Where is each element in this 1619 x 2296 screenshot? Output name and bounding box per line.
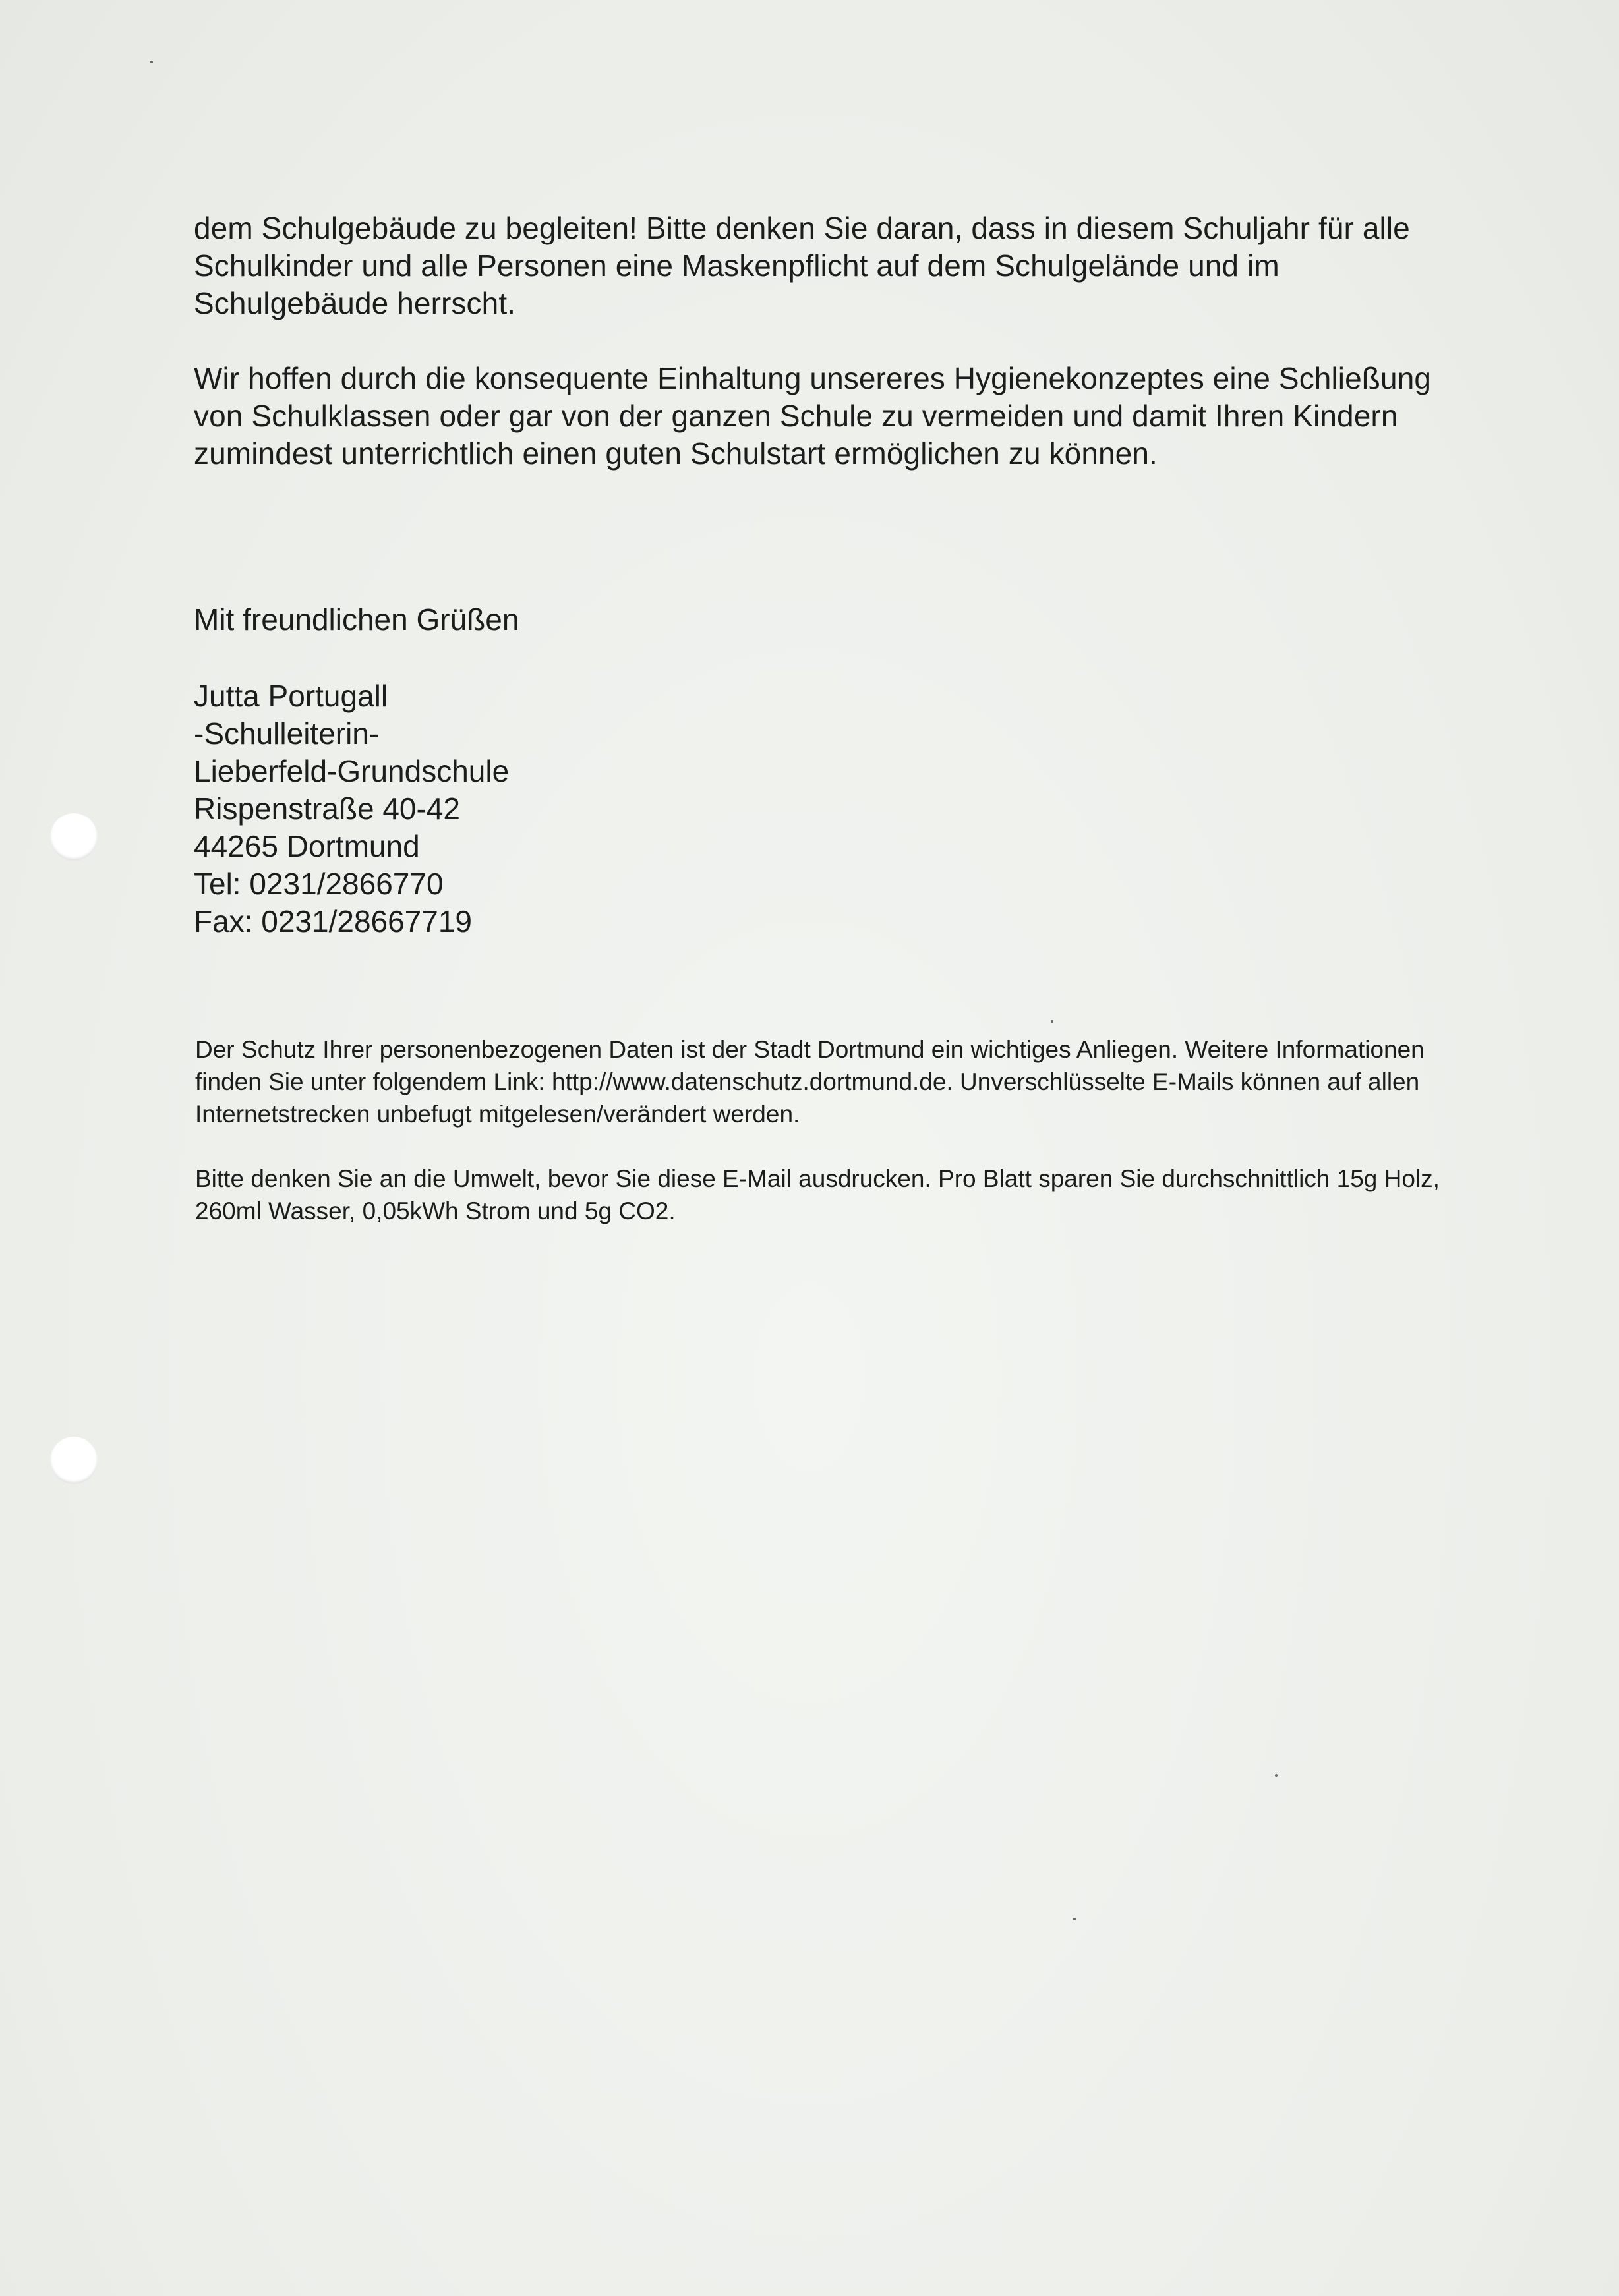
punch-hole (50, 1437, 98, 1484)
school-name: Lieberfeld-Grundschule (194, 754, 510, 788)
scan-speck (1275, 1774, 1278, 1777)
city-address: 44265 Dortmund (194, 829, 420, 863)
punch-hole (50, 813, 98, 861)
signature-block (194, 677, 509, 940)
closing-greeting: Mit freundlichen Grüßen (194, 602, 519, 637)
signer-role: -Schulleiterin- (194, 716, 380, 751)
email-footer (195, 1033, 1461, 1227)
scan-speck (1051, 1020, 1053, 1023)
telephone: Tel: 0231/2866770 (194, 867, 444, 901)
environment-notice: Bitte denken Sie an die Umwelt, bevor Sie diese E-Mail ausdrucken. Pro Blatt sparen Sie durchschnittlich 15g Holz, 260ml Wasser, 0,05kWh Strom und 5g CO2. (195, 1165, 1440, 1224)
letter-body (194, 210, 1446, 473)
street-address: Rispenstraße 40-42 (194, 791, 460, 826)
signer-name: Jutta Portugall (194, 679, 388, 713)
body-paragraph: dem Schulgebäude zu begleiten! Bitte denken Sie daran, dass in diesem Schuljahr für alle Schulkinder und alle Personen eine Maskenpflicht auf dem Schulgelände und im Schulgebäude herrscht. (194, 211, 1410, 320)
privacy-notice: Der Schutz Ihrer personenbezogenen Daten ist der Stadt Dortmund ein wichtiges Anliegen. Weitere Informationen finden Sie unter folgendem Link: http://www.datenschutz.dortmund.de. Unverschlüsselte E-Mails können auf allen Internetstrecken unbefugt mitgelesen/verändert werden. (195, 1036, 1425, 1128)
scan-speck (150, 61, 153, 63)
scan-speck (1073, 1918, 1076, 1920)
body-paragraph: Wir hoffen durch die konsequente Einhaltung unsereres Hygienekonzeptes eine Schließung von Schulklassen oder gar von der ganzen Schule zu vermeiden und damit Ihren Kindern zumindest unterrichtlich einen guten Schulstart ermöglichen zu können. (194, 361, 1432, 471)
fax: Fax: 0231/28667719 (194, 904, 473, 938)
